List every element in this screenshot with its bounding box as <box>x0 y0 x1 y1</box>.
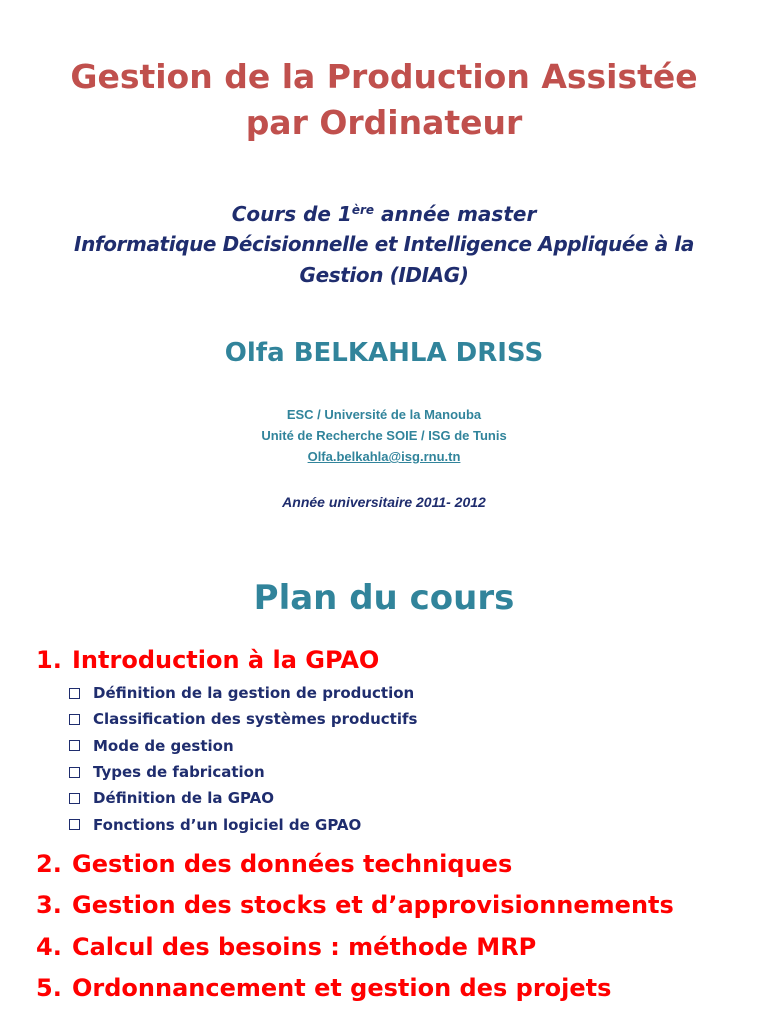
checkbox-bullet-icon <box>69 767 80 778</box>
checkbox-bullet-icon <box>69 793 80 804</box>
sub-item-label: Mode de gestion <box>93 736 234 755</box>
document-title <box>0 54 768 146</box>
email-link[interactable]: Olfa.belkahla@isg.rnu.tn <box>307 449 461 464</box>
sub-item <box>69 706 756 732</box>
title-line-2: par Ordinateur <box>245 103 523 142</box>
title-line-1: Gestion de la Production Assistée <box>70 57 698 96</box>
plan-title: Plan du cours <box>253 578 515 618</box>
sub-item-label: Classification des systèmes productifs <box>93 710 418 729</box>
sub-item <box>69 733 756 759</box>
checkbox-bullet-icon <box>69 740 80 751</box>
plan-item-label: Gestion des données techniques <box>72 849 513 878</box>
plan-item <box>36 927 756 969</box>
plan-item-number: 4. <box>36 932 62 961</box>
author-name: Olfa BELKAHLA DRISS <box>224 338 544 368</box>
course-prefix: Cours de 1 <box>231 202 352 226</box>
course-level <box>0 199 768 229</box>
affiliation-line-2: Unité de Recherche SOIE / ISG de Tunis <box>261 428 507 443</box>
affiliation-line-1: ESC / Université de la Manouba <box>286 407 482 422</box>
sub-item <box>69 759 756 785</box>
plan-item-label: Gestion des stocks et d’approvisionnements <box>72 891 674 920</box>
program-line-2: Gestion (IDIAG) <box>299 263 469 287</box>
sub-item-label: Définition de la gestion de production <box>93 684 415 703</box>
plan-item <box>36 844 756 886</box>
affiliation <box>0 404 768 467</box>
academic-year: Année universitaire 2011- 2012 <box>282 494 486 510</box>
plan-item-label: Calcul des besoins : méthode MRP <box>72 932 537 961</box>
plan-item <box>36 968 756 1010</box>
plan-item <box>36 640 756 680</box>
plan-item-number: 3. <box>36 891 62 920</box>
plan-item-label: Introduction à la GPAO <box>72 646 380 674</box>
program-line-1: Informatique Décisionnelle et Intelligence Appliquée à la <box>74 232 694 256</box>
sub-item-label: Fonctions d’un logiciel de GPAO <box>93 815 362 834</box>
checkbox-bullet-icon <box>69 819 80 830</box>
plan-list <box>36 640 756 1010</box>
plan-item-number: 2. <box>36 849 62 878</box>
plan-item <box>36 885 756 927</box>
checkbox-bullet-icon <box>69 714 80 725</box>
sub-item-label: Définition de la GPAO <box>93 789 274 808</box>
sub-item-label: Types de fabrication <box>93 763 265 782</box>
course-info <box>0 199 768 291</box>
plan-item-number: 1. <box>36 646 62 674</box>
sub-item <box>69 680 756 706</box>
plan-sublist <box>69 680 756 838</box>
plan-item-label: Ordonnancement et gestion des projets <box>72 974 612 1003</box>
sub-item <box>69 811 756 837</box>
course-suffix: année master <box>374 202 537 226</box>
checkbox-bullet-icon <box>69 688 80 699</box>
plan-item-number: 5. <box>36 974 62 1003</box>
sub-item <box>69 785 756 811</box>
course-superscript: ère <box>351 203 375 217</box>
